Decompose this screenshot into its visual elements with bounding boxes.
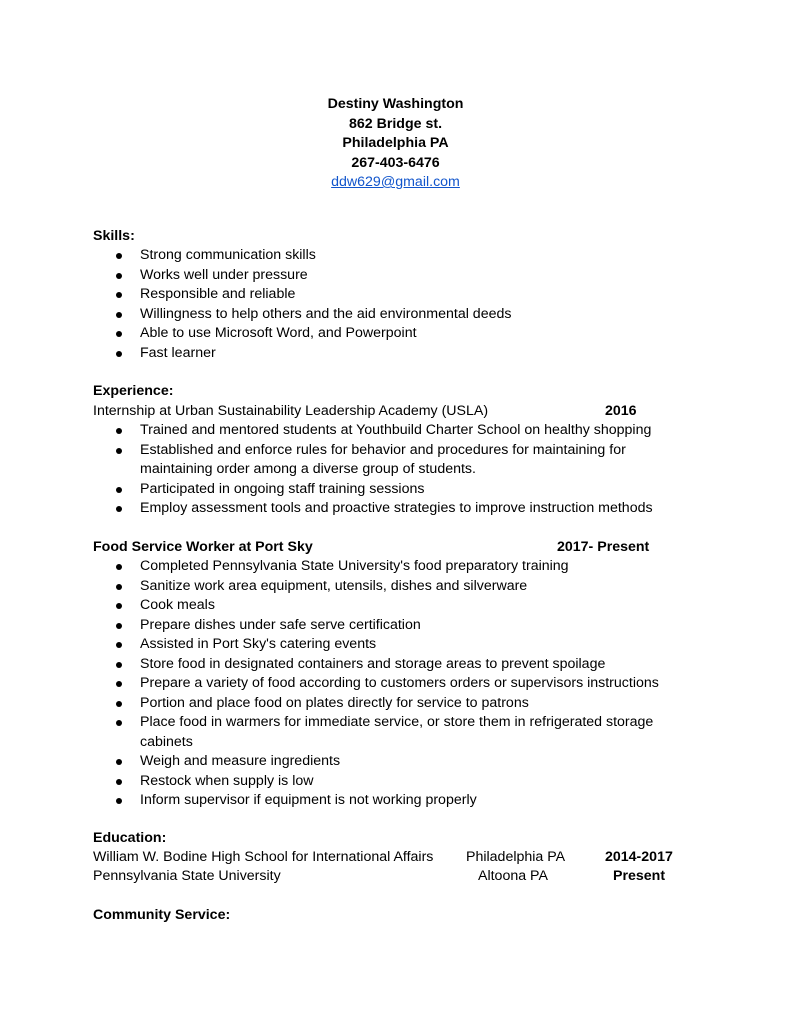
street-address: 862 Bridge st. bbox=[348, 115, 443, 132]
job-title-food-service: Food Service Worker at Port Sky bbox=[93, 539, 313, 555]
food-service-bullets bbox=[93, 557, 660, 811]
list-item: Strong communication skills bbox=[93, 246, 660, 266]
list-item: Trained and mentored students at Youthbuild Charter School on healthy shopping bbox=[93, 421, 660, 441]
skills-heading: Skills: bbox=[93, 228, 135, 244]
job-dates-internship: 2016 bbox=[605, 403, 637, 419]
list-item: Works well under pressure bbox=[93, 266, 660, 286]
bullet-icon bbox=[116, 331, 122, 337]
education-dates-1: 2014-2017 bbox=[605, 849, 673, 865]
education-heading: Education: bbox=[93, 830, 167, 846]
job-title-internship: Internship at Urban Sustainability Leadership Academy (USLA) bbox=[93, 403, 489, 419]
list-item: Portion and place food on plates directly for service to patrons bbox=[93, 694, 660, 714]
bullet-icon bbox=[116, 351, 122, 357]
list-item: Responsible and reliable bbox=[93, 285, 660, 305]
skills-list bbox=[93, 246, 660, 363]
list-item: Weigh and measure ingredients bbox=[93, 752, 660, 772]
education-dates-2: Present bbox=[613, 868, 666, 884]
education-school-2: Pennsylvania State University bbox=[93, 868, 281, 884]
bullet-icon bbox=[116, 273, 122, 279]
bullet-icon bbox=[116, 798, 122, 804]
community-service-heading: Community Service: bbox=[93, 907, 231, 923]
phone-number: 267-403-6476 bbox=[351, 154, 440, 171]
bullet-icon bbox=[116, 701, 122, 707]
bullet-icon bbox=[116, 506, 122, 512]
education-school-1: William W. Bodine High School for International Affairs bbox=[93, 849, 434, 865]
bullet-icon bbox=[116, 428, 122, 434]
internship-bullets bbox=[93, 421, 660, 519]
email-link[interactable]: ddw629@gmail.com bbox=[331, 174, 460, 190]
bullet-icon bbox=[116, 642, 122, 648]
bullet-icon bbox=[116, 292, 122, 298]
list-item: Place food in warmers for immediate service, or store them in refrigerated storage cabinets bbox=[93, 713, 660, 752]
experience-heading: Experience: bbox=[93, 383, 174, 399]
city-state: Philadelphia PA bbox=[342, 135, 449, 151]
list-item: Able to use Microsoft Word, and Powerpoint bbox=[93, 324, 660, 344]
education-location-1: Philadelphia PA bbox=[466, 849, 566, 865]
bullet-icon bbox=[116, 603, 122, 609]
bullet-icon bbox=[116, 759, 122, 765]
list-item: Store food in designated containers and storage areas to prevent spoilage bbox=[93, 655, 660, 675]
bullet-icon bbox=[116, 448, 122, 454]
list-item: Participated in ongoing staff training sessions bbox=[93, 480, 660, 500]
bullet-icon bbox=[116, 720, 122, 726]
education-location-2: Altoona PA bbox=[478, 868, 548, 884]
bullet-icon bbox=[116, 253, 122, 259]
list-item: Completed Pennsylvania State University's food preparatory training bbox=[93, 557, 660, 577]
list-item: Prepare dishes under safe serve certification bbox=[93, 616, 660, 636]
bullet-icon bbox=[116, 662, 122, 668]
bullet-icon bbox=[116, 623, 122, 629]
bullet-icon bbox=[116, 779, 122, 785]
applicant-name: Destiny Washington bbox=[327, 96, 464, 112]
list-item: Restock when supply is low bbox=[93, 772, 660, 792]
list-item: Employ assessment tools and proactive strategies to improve instruction methods bbox=[93, 499, 660, 519]
list-item: Willingness to help others and the aid environmental deeds bbox=[93, 305, 660, 325]
contact-header bbox=[0, 95, 791, 193]
bullet-icon bbox=[116, 681, 122, 687]
list-item: Sanitize work area equipment, utensils, dishes and silverware bbox=[93, 577, 660, 597]
bullet-icon bbox=[116, 564, 122, 570]
list-item: Cook meals bbox=[93, 596, 660, 616]
list-item: Prepare a variety of food according to customers orders or supervisors instructions bbox=[93, 674, 660, 694]
list-item: Established and enforce rules for behavior and procedures for maintaining for maintaining order among a diverse group of students. bbox=[93, 441, 660, 480]
bullet-icon bbox=[116, 584, 122, 590]
list-item: Inform supervisor if equipment is not working properly bbox=[93, 791, 660, 811]
list-item: Fast learner bbox=[93, 344, 660, 364]
list-item: Assisted in Port Sky's catering events bbox=[93, 635, 660, 655]
bullet-icon bbox=[116, 487, 122, 493]
bullet-icon bbox=[116, 312, 122, 318]
job-dates-food-service: 2017- Present bbox=[557, 539, 650, 555]
